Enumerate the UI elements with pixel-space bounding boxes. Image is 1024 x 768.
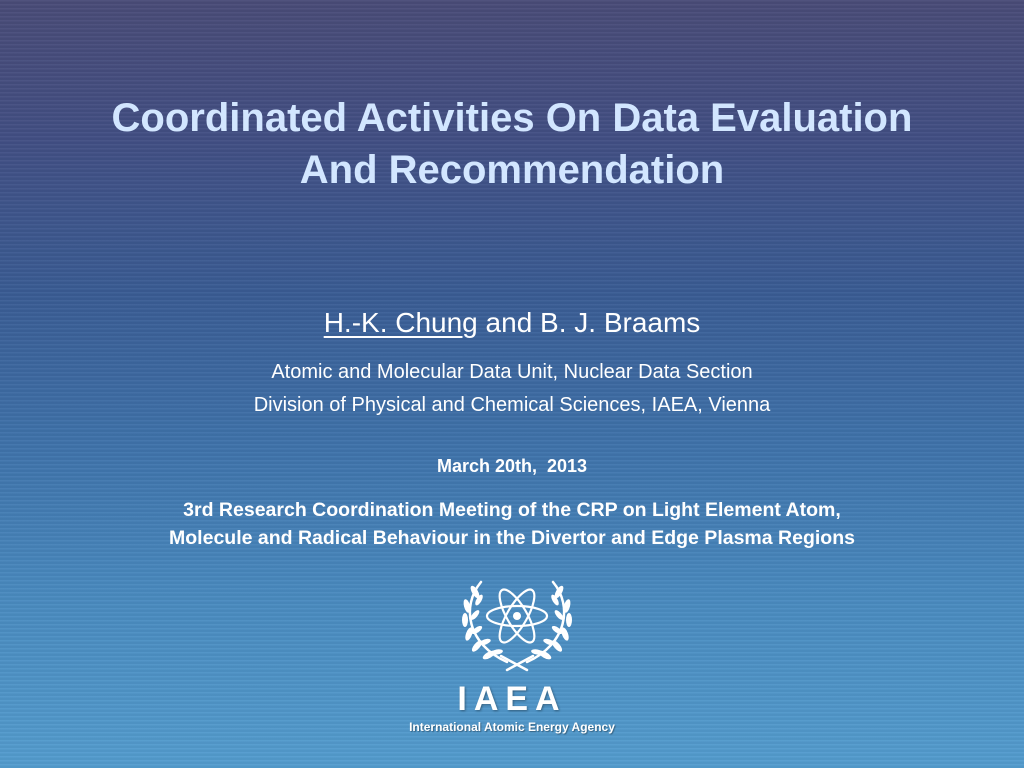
meeting-line-1: 3rd Research Coordination Meeting of the CRP on Light Element Atom, [183,499,841,521]
meeting-line-2: Molecule and Radical Behaviour in the Divertor and Edge Plasma Regions [169,527,855,549]
authors [0,305,1024,341]
title-line-2: And Recommendation [299,148,725,192]
logo-abbreviation: IAEA [457,680,567,718]
affiliation-line-2: Division of Physical and Chemical Sciences, IAEA, Vienna [253,394,771,416]
presentation-date: March 20th, 2013 [436,456,588,476]
title-line-1: Coordinated Activities On Data Evaluation [111,96,913,140]
presenter-name: H.-K. Chung [323,307,478,338]
logo-full-name: International Atomic Energy Agency [409,720,615,734]
iaea-emblem-icon [455,570,579,674]
affiliation-line-1: Atomic and Molecular Data Unit, Nuclear Data Section [271,361,753,383]
slide-title [0,92,1024,196]
co-author-text: and B. J. Braams [477,307,701,338]
meeting-description [0,496,1024,552]
